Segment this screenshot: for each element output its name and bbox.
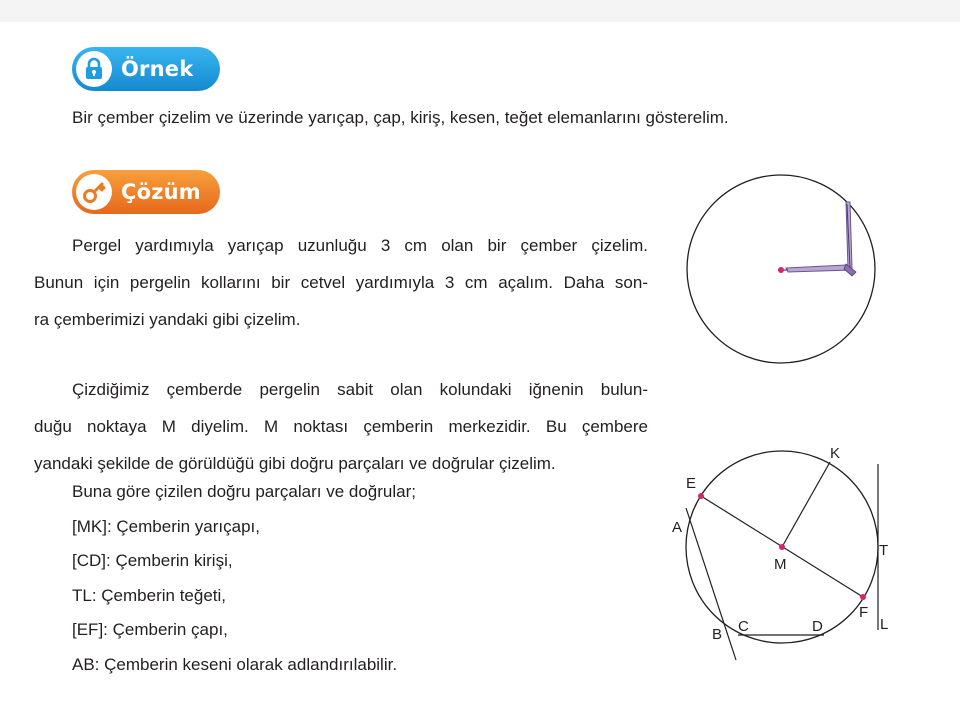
paragraph-line: Bunun için pergelin kollarını bir cetvel yardımıyla 3 cm açalım. Daha son- <box>34 273 648 292</box>
point-m <box>779 544 785 550</box>
top-bar <box>0 0 960 22</box>
list-item: AB: Çemberin keseni olarak adlandırılabilir. <box>72 654 398 674</box>
label-k: K <box>830 445 841 462</box>
label-e: E <box>686 475 697 492</box>
example-task-text: Bir çember çizelim ve üzerinde yarıçap, çap, kiriş, kesen, teğet elemanlarını gösterelim. <box>72 108 729 127</box>
solution-badge-label: Çözüm <box>121 180 201 204</box>
center-point <box>778 267 784 273</box>
example-badge-label: Örnek <box>121 57 194 81</box>
point-f <box>860 594 866 600</box>
label-d: D <box>812 618 823 635</box>
list-item: [MK]: Çemberin yarıçapı, <box>72 516 261 536</box>
point-e <box>698 493 704 499</box>
labeled-circle-figure <box>664 438 904 668</box>
key-icon <box>76 174 112 210</box>
label-f: F <box>859 604 869 621</box>
paragraph-line: Çizdiğimiz çemberde pergelin sabit olan kolundaki iğnenin bulun- <box>72 380 648 399</box>
paragraph-line: ra çemberimizi yandaki gibi çizelim. <box>34 310 301 329</box>
label-m: M <box>774 556 787 573</box>
paragraph-line: duğu noktaya M diyelim. M noktası çemberin merkezidir. Bu çembere <box>34 417 648 436</box>
compass-icon <box>778 202 856 276</box>
list-intro: Buna göre çizilen doğru parçaları ve doğrular; <box>72 482 416 501</box>
solution-badge <box>72 170 220 214</box>
label-a: A <box>672 519 683 536</box>
element-list <box>72 482 416 689</box>
padlock-icon <box>76 51 112 87</box>
label-t: T <box>879 542 889 559</box>
radius-mk <box>782 462 830 547</box>
list-item: TL: Çemberin teğeti, <box>72 585 227 605</box>
solution-paragraph-1 <box>34 236 648 347</box>
label-b: B <box>712 626 723 643</box>
label-l: L <box>880 616 889 633</box>
example-badge <box>72 47 220 91</box>
list-item: [EF]: Çemberin çapı, <box>72 620 228 639</box>
solution-paragraph-2 <box>34 380 648 491</box>
paragraph-line: Pergel yardımıyla yarıçap uzunluğu 3 cm olan bir çember çizelim. <box>72 236 648 255</box>
paragraph-line: yandaki şekilde de görüldüğü gibi doğru parçaları ve doğrular çizelim. <box>34 454 556 473</box>
compass-circle-figure <box>680 168 886 368</box>
list-item: [CD]: Çemberin kirişi, <box>72 551 233 570</box>
label-c: C <box>738 618 749 635</box>
